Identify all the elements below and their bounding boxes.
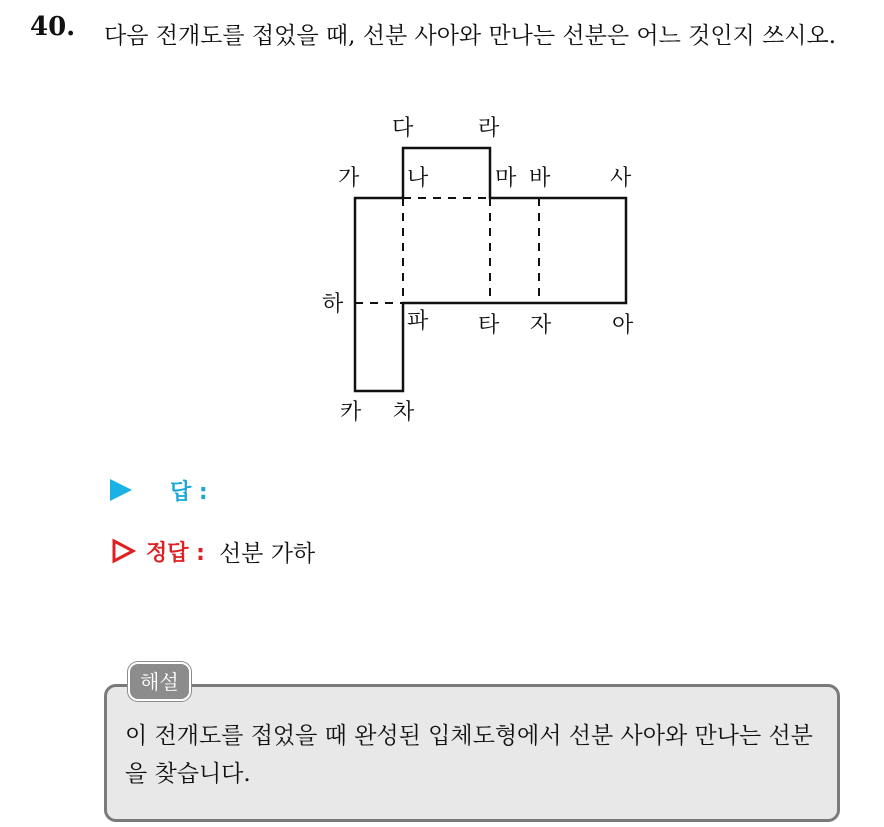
- explanation-text: 이 전개도를 접었을 때 완성된 입체도형에서 선분 사아와 만나는 선분을 찾습니다.: [125, 723, 813, 787]
- vertex-label-sa: 사: [610, 166, 632, 191]
- net-diagram: [300, 108, 660, 438]
- correct-answer-value: 선분 가하: [218, 540, 316, 567]
- vertex-label-ja: 자: [530, 313, 552, 338]
- play-triangle-icon: [110, 479, 132, 501]
- correct-answer-label: 정답 :: [146, 540, 205, 566]
- vertex-label-da: 다: [392, 116, 414, 141]
- net-drawing: [300, 108, 660, 438]
- vertex-label-na: 나: [407, 166, 429, 191]
- answer-row: [110, 474, 208, 506]
- vertex-label-ta: 타: [478, 313, 500, 338]
- vertex-label-cha: 차: [393, 400, 415, 425]
- vertex-label-ma: 마: [495, 166, 517, 191]
- question-number: 40.: [30, 12, 76, 42]
- outline-triangle-icon: [110, 538, 136, 564]
- vertex-label-a: 아: [612, 313, 634, 338]
- vertex-label-ga: 가: [338, 166, 360, 191]
- explanation-box: [104, 684, 840, 822]
- explanation-tab: 해설: [128, 662, 191, 701]
- answer-label: 답 :: [170, 479, 208, 505]
- vertex-label-ba: 바: [529, 166, 551, 191]
- vertex-label-ha: 하: [322, 292, 344, 317]
- vertex-label-ka: 카: [340, 400, 362, 425]
- vertex-label-ra: 라: [478, 116, 500, 141]
- question-text: 다음 전개도를 접었을 때, 선분 사아와 만나는 선분은 어느 것인지 쓰시오.: [104, 23, 837, 49]
- vertex-label-pa: 파: [407, 309, 429, 334]
- net-outline: [355, 148, 626, 391]
- correct-answer-row: [110, 534, 315, 568]
